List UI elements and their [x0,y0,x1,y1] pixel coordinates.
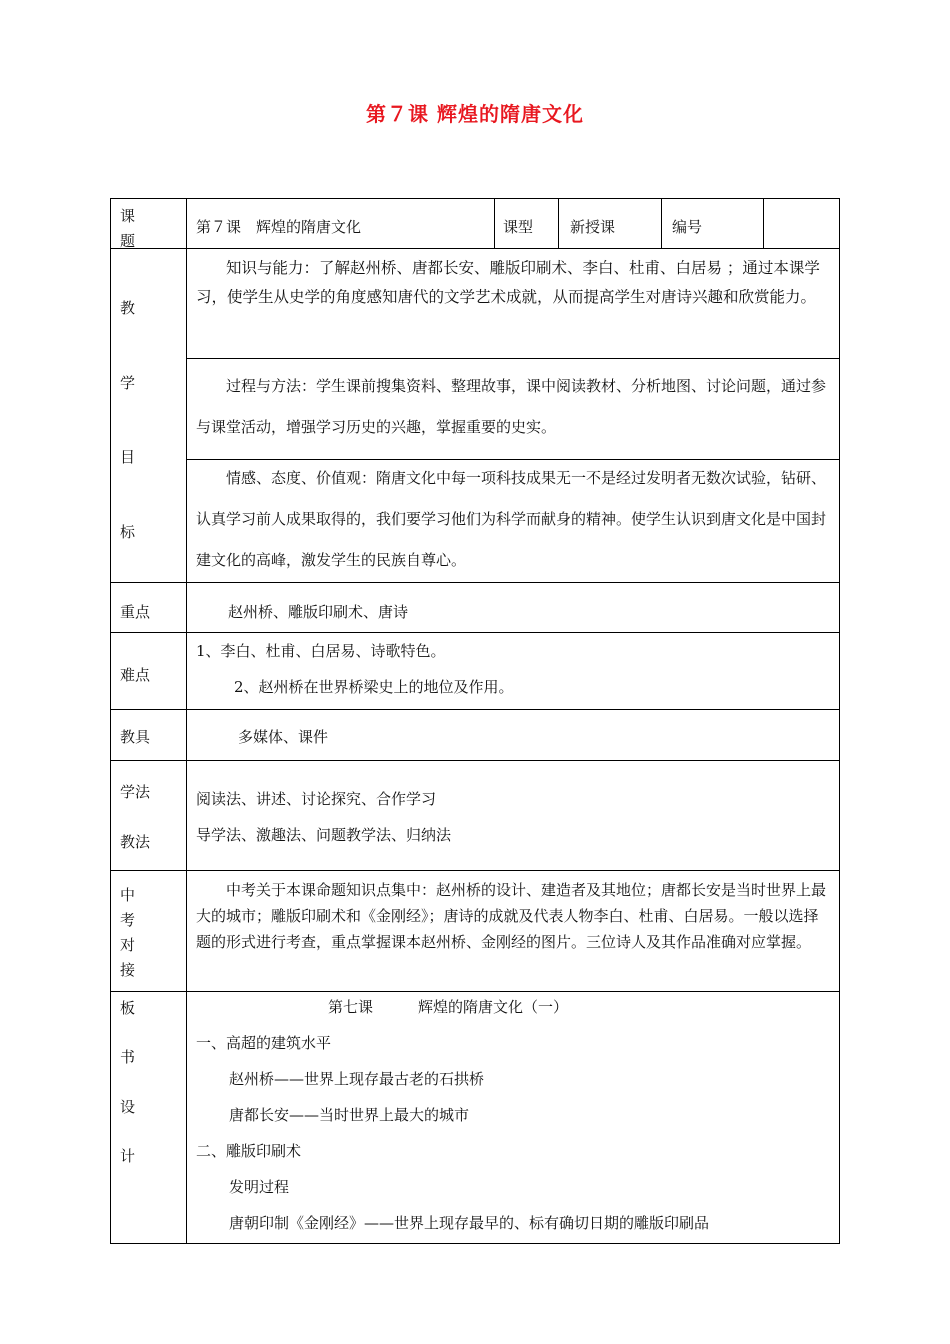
label-key-points: 重点 [120,603,151,621]
label-topic-line1: 课 [120,207,136,225]
learning-methods: 阅读法、讲述、讨论探究、合作学习 [196,790,437,808]
difficulty-item-2: 2、赵州桥在世界桥梁史上的地位及作用。 [234,678,514,696]
label-difficulties: 难点 [120,666,151,684]
board-line: 一、高超的建筑水平 [196,1034,332,1052]
page-title: 第７课 辉煌的隋唐文化 [366,102,584,126]
teaching-methods: 导学法、激趣法、问题教学法、归纳法 [196,826,452,844]
exam-content: 中考关于本课命题知识点集中：赵州桥的设计、建造者及其地位；唐都长安是当时世界上最大的城市；雕版印刷术和《金刚经》；唐诗的成就及代表人物李白、杜甫、白居易。一般以选择题的形式进行考查，重点掌握课本赵州桥、金刚经的图片。三位诗人及其作品准确对应掌握。 [196,881,827,951]
label-objectives-4: 标 [120,523,136,541]
label-exam-1: 中 [120,886,136,904]
label-teaching-method: 教法 [120,833,151,851]
board-line: 唐朝印制《金刚经》——世界上现存最早的、标有确切日期的雕版印刷品 [229,1214,710,1232]
label-board-4: 计 [120,1147,136,1165]
lesson-type-label: 课型 [503,218,534,236]
label-exam-2: 考 [120,911,136,929]
key-points-content: 赵州桥、雕版印刷术、唐诗 [228,603,409,621]
lesson-title-cell: 第７课 辉煌的隋唐文化 [196,218,362,236]
lesson-number-label: 编号 [672,218,703,236]
tools-content: 多媒体、课件 [238,728,329,746]
board-line: 唐都长安——当时世界上最大的城市 [229,1106,470,1124]
label-board-2: 书 [120,1048,136,1066]
label-objectives-1: 教 [120,299,136,317]
label-exam-3: 对 [120,936,136,954]
difficulty-item-1: 1、李白、杜甫、白居易、诗歌特色。 [196,642,446,660]
objective-knowledge: 知识与能力：了解赵州桥、唐都长安、雕版印刷术、李白、杜甫、白居易 ；通过本课学习，使学生从史学的角度感知唐代的文学艺术成就，从而提高学生对唐诗兴趣和欣赏能力。 [196,259,820,306]
objective-emotion: 情感、态度、价值观：隋唐文化中每一项科技成果无一不是经过发明者无数次试验，钻研、认真学习前人成果取得的，我们要学习他们为科学而献身的精神。使学生认识到唐文化是中国封建文化的高峰，激发学生的民族自尊心。 [196,469,827,569]
label-learning-method: 学法 [120,783,151,801]
label-board-1: 板 [120,999,136,1017]
board-line: 二、雕版印刷术 [196,1142,302,1160]
objective-process: 过程与方法：学生课前搜集资料、整理故事，课中阅读教材、分析地图、讨论问题，通过参与课堂活动，增强学习历史的兴趣，掌握重要的史实。 [196,377,827,436]
label-topic-line2: 题 [120,232,136,250]
lesson-type-value: 新授课 [570,218,616,236]
board-line: 赵州桥——世界上现存最古老的石拱桥 [229,1070,485,1088]
label-tools: 教具 [120,728,151,746]
board-line: 发明过程 [229,1178,290,1196]
label-objectives-2: 学 [120,374,136,392]
label-board-3: 设 [120,1098,136,1116]
board-heading: 第七课 辉煌的隋唐文化（一） [328,998,569,1016]
label-exam-4: 接 [120,961,136,979]
label-objectives-3: 目 [120,448,136,466]
